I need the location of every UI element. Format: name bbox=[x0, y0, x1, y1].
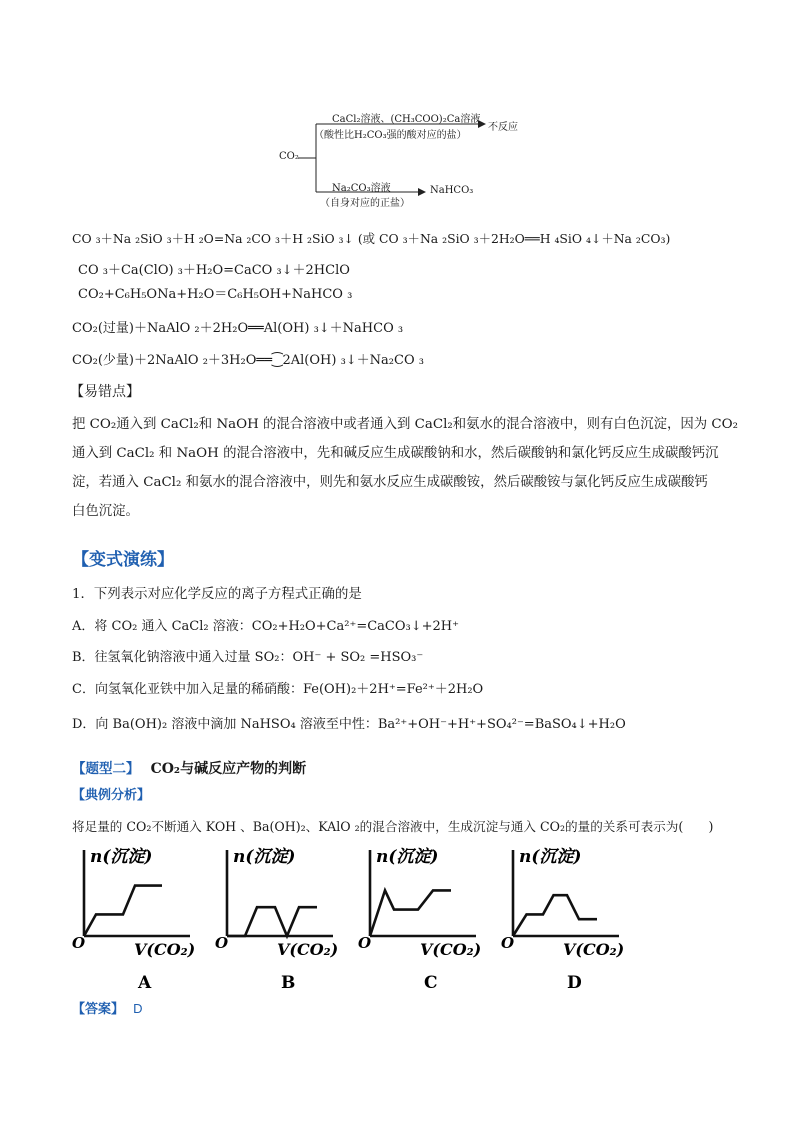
type2-heading-tag: 【题型二】 bbox=[72, 761, 140, 777]
graph-a-y-label: n(沉淀) bbox=[90, 847, 153, 867]
equation-5: CO₂(少量)＋2NaAlO ₂＋3H₂O══⁐2Al(OH) ₃↓＋Na₂CO ₃ bbox=[72, 353, 424, 368]
error-point-paragraph bbox=[72, 410, 738, 526]
graph-d-x-label: V(CO₂) bbox=[563, 940, 625, 959]
equation-1: CO ₃＋Na ₂SiO ₃＋H ₂O=Na ₂CO ₃＋H ₂SiO ₃↓ (或 CO ₃＋Na ₂SiO ₃＋2H₂O══H ₄SiO ₄↓＋Na ₂CO₃) bbox=[72, 231, 671, 246]
diagram-source: CO₂ bbox=[279, 151, 299, 162]
equation-4: CO₂(过量)＋NaAlO ₂＋2H₂O══Al(OH) ₃↓＋NaHCO ₃ bbox=[72, 321, 404, 336]
type2-heading-text: CO₂与碱反应产物的判断 bbox=[150, 761, 307, 777]
graph-d-origin: O bbox=[501, 934, 515, 952]
type2-heading bbox=[72, 757, 306, 778]
error-point-line-4: 白色沉淀。 bbox=[72, 504, 139, 519]
question-1-stem: 1．下列表示对应化学反应的离子方程式正确的是 bbox=[72, 587, 362, 602]
diagram-lower-result: NaHCO₃ bbox=[430, 185, 474, 196]
graph-d-letter: D bbox=[567, 973, 582, 993]
error-point-line-3: 淀，若通入 CaCl₂ 和氨水的混合溶液中，则先和氨水反应生成碳酸铵，然后碳酸铵与氯化钙反应生成碳酸钙 bbox=[72, 475, 708, 490]
graph-panel bbox=[70, 842, 630, 1002]
example-stem: 将足量的 CO₂不断通入 KOH 、Ba(OH)₂、KAlO ₂的混合溶液中，生成沉淀与通入 CO₂的量的关系可表示为( ) bbox=[72, 819, 714, 834]
graph-d-curve bbox=[513, 895, 597, 936]
graph-a-curve bbox=[84, 886, 162, 936]
question-1-option-d: D．向 Ba(OH)₂ 溶液中滴加 NaHSO₄ 溶液至中性：Ba²⁺+OH⁻+H⁺+SO₄²⁻=BaSO₄↓+H₂O bbox=[72, 717, 626, 732]
graph-b-curve bbox=[227, 907, 317, 936]
question-1-option-b: B．往氢氧化钠溶液中通入过量 SO₂：OH⁻ + SO₂ =HSO₃⁻ bbox=[72, 650, 424, 665]
diagram-lower-label: Na₂CO₃溶液 bbox=[332, 183, 391, 194]
diagram-lower-note: （自身对应的正盐） bbox=[320, 198, 410, 209]
branch-diagram bbox=[270, 108, 540, 208]
graph-c-x-label: V(CO₂) bbox=[420, 940, 482, 959]
graph-b-x-label: V(CO₂) bbox=[277, 940, 339, 959]
practice-heading: 【变式演练】 bbox=[72, 550, 174, 570]
answer-label: 【答案】 bbox=[72, 1002, 125, 1017]
graphs-svg bbox=[70, 842, 630, 1002]
equation-3: CO₂+C₆H₅ONa+H₂O＝C₆H₅OH+NaHCO ₃ bbox=[78, 287, 353, 302]
graph-a-x-label: V(CO₂) bbox=[134, 940, 196, 959]
graph-a-origin: O bbox=[72, 934, 86, 952]
diagram-upper-label: CaCl₂溶液、(CH₃COO)₂Ca溶液 bbox=[332, 114, 481, 125]
graph-c-curve bbox=[370, 890, 451, 936]
example-heading: 【典例分析】 bbox=[72, 788, 151, 803]
graph-c-origin: O bbox=[358, 934, 372, 952]
error-point-heading: 【易错点】 bbox=[70, 384, 140, 400]
answer-row bbox=[72, 998, 143, 1017]
question-1-option-a: A．将 CO₂ 通入 CaCl₂ 溶液：CO₂+H₂O+Ca²⁺=CaCO₃↓+2H⁺ bbox=[72, 619, 459, 634]
graph-b-letter: B bbox=[281, 973, 296, 993]
error-point-line-1: 把 CO₂通入到 CaCl₂和 NaOH 的混合溶液中或者通入到 CaCl₂和氨水的混合溶液中，则有白色沉淀，因为 CO₂ bbox=[72, 417, 738, 432]
graph-c-letter: C bbox=[424, 973, 438, 993]
graph-d-y-label: n(沉淀) bbox=[519, 847, 582, 867]
graph-b-y-label: n(沉淀) bbox=[233, 847, 296, 867]
graph-a-letter: A bbox=[138, 973, 152, 993]
error-point-line-2: 通入到 CaCl₂ 和 NaOH 的混合溶液中，先和碱反应生成碳酸钠和水，然后碳酸钠和氯化钙反应生成碳酸钙沉 bbox=[72, 446, 719, 461]
diagram-upper-note: （酸性比H₂CO₃强的酸对应的盐） bbox=[314, 130, 467, 141]
diagram-upper-result: 不反应 bbox=[488, 122, 518, 133]
graph-c-y-label: n(沉淀) bbox=[376, 847, 439, 867]
answer-value: D bbox=[133, 1001, 143, 1016]
graph-b-origin: O bbox=[215, 934, 229, 952]
equation-2: CO ₃＋Ca(ClO) ₃＋H₂O=CaCO ₃↓＋2HClO bbox=[78, 263, 350, 278]
question-1-option-c: C．向氢氧化亚铁中加入足量的稀硝酸：Fe(OH)₂＋2H⁺=Fe²⁺＋2H₂O bbox=[72, 682, 484, 697]
